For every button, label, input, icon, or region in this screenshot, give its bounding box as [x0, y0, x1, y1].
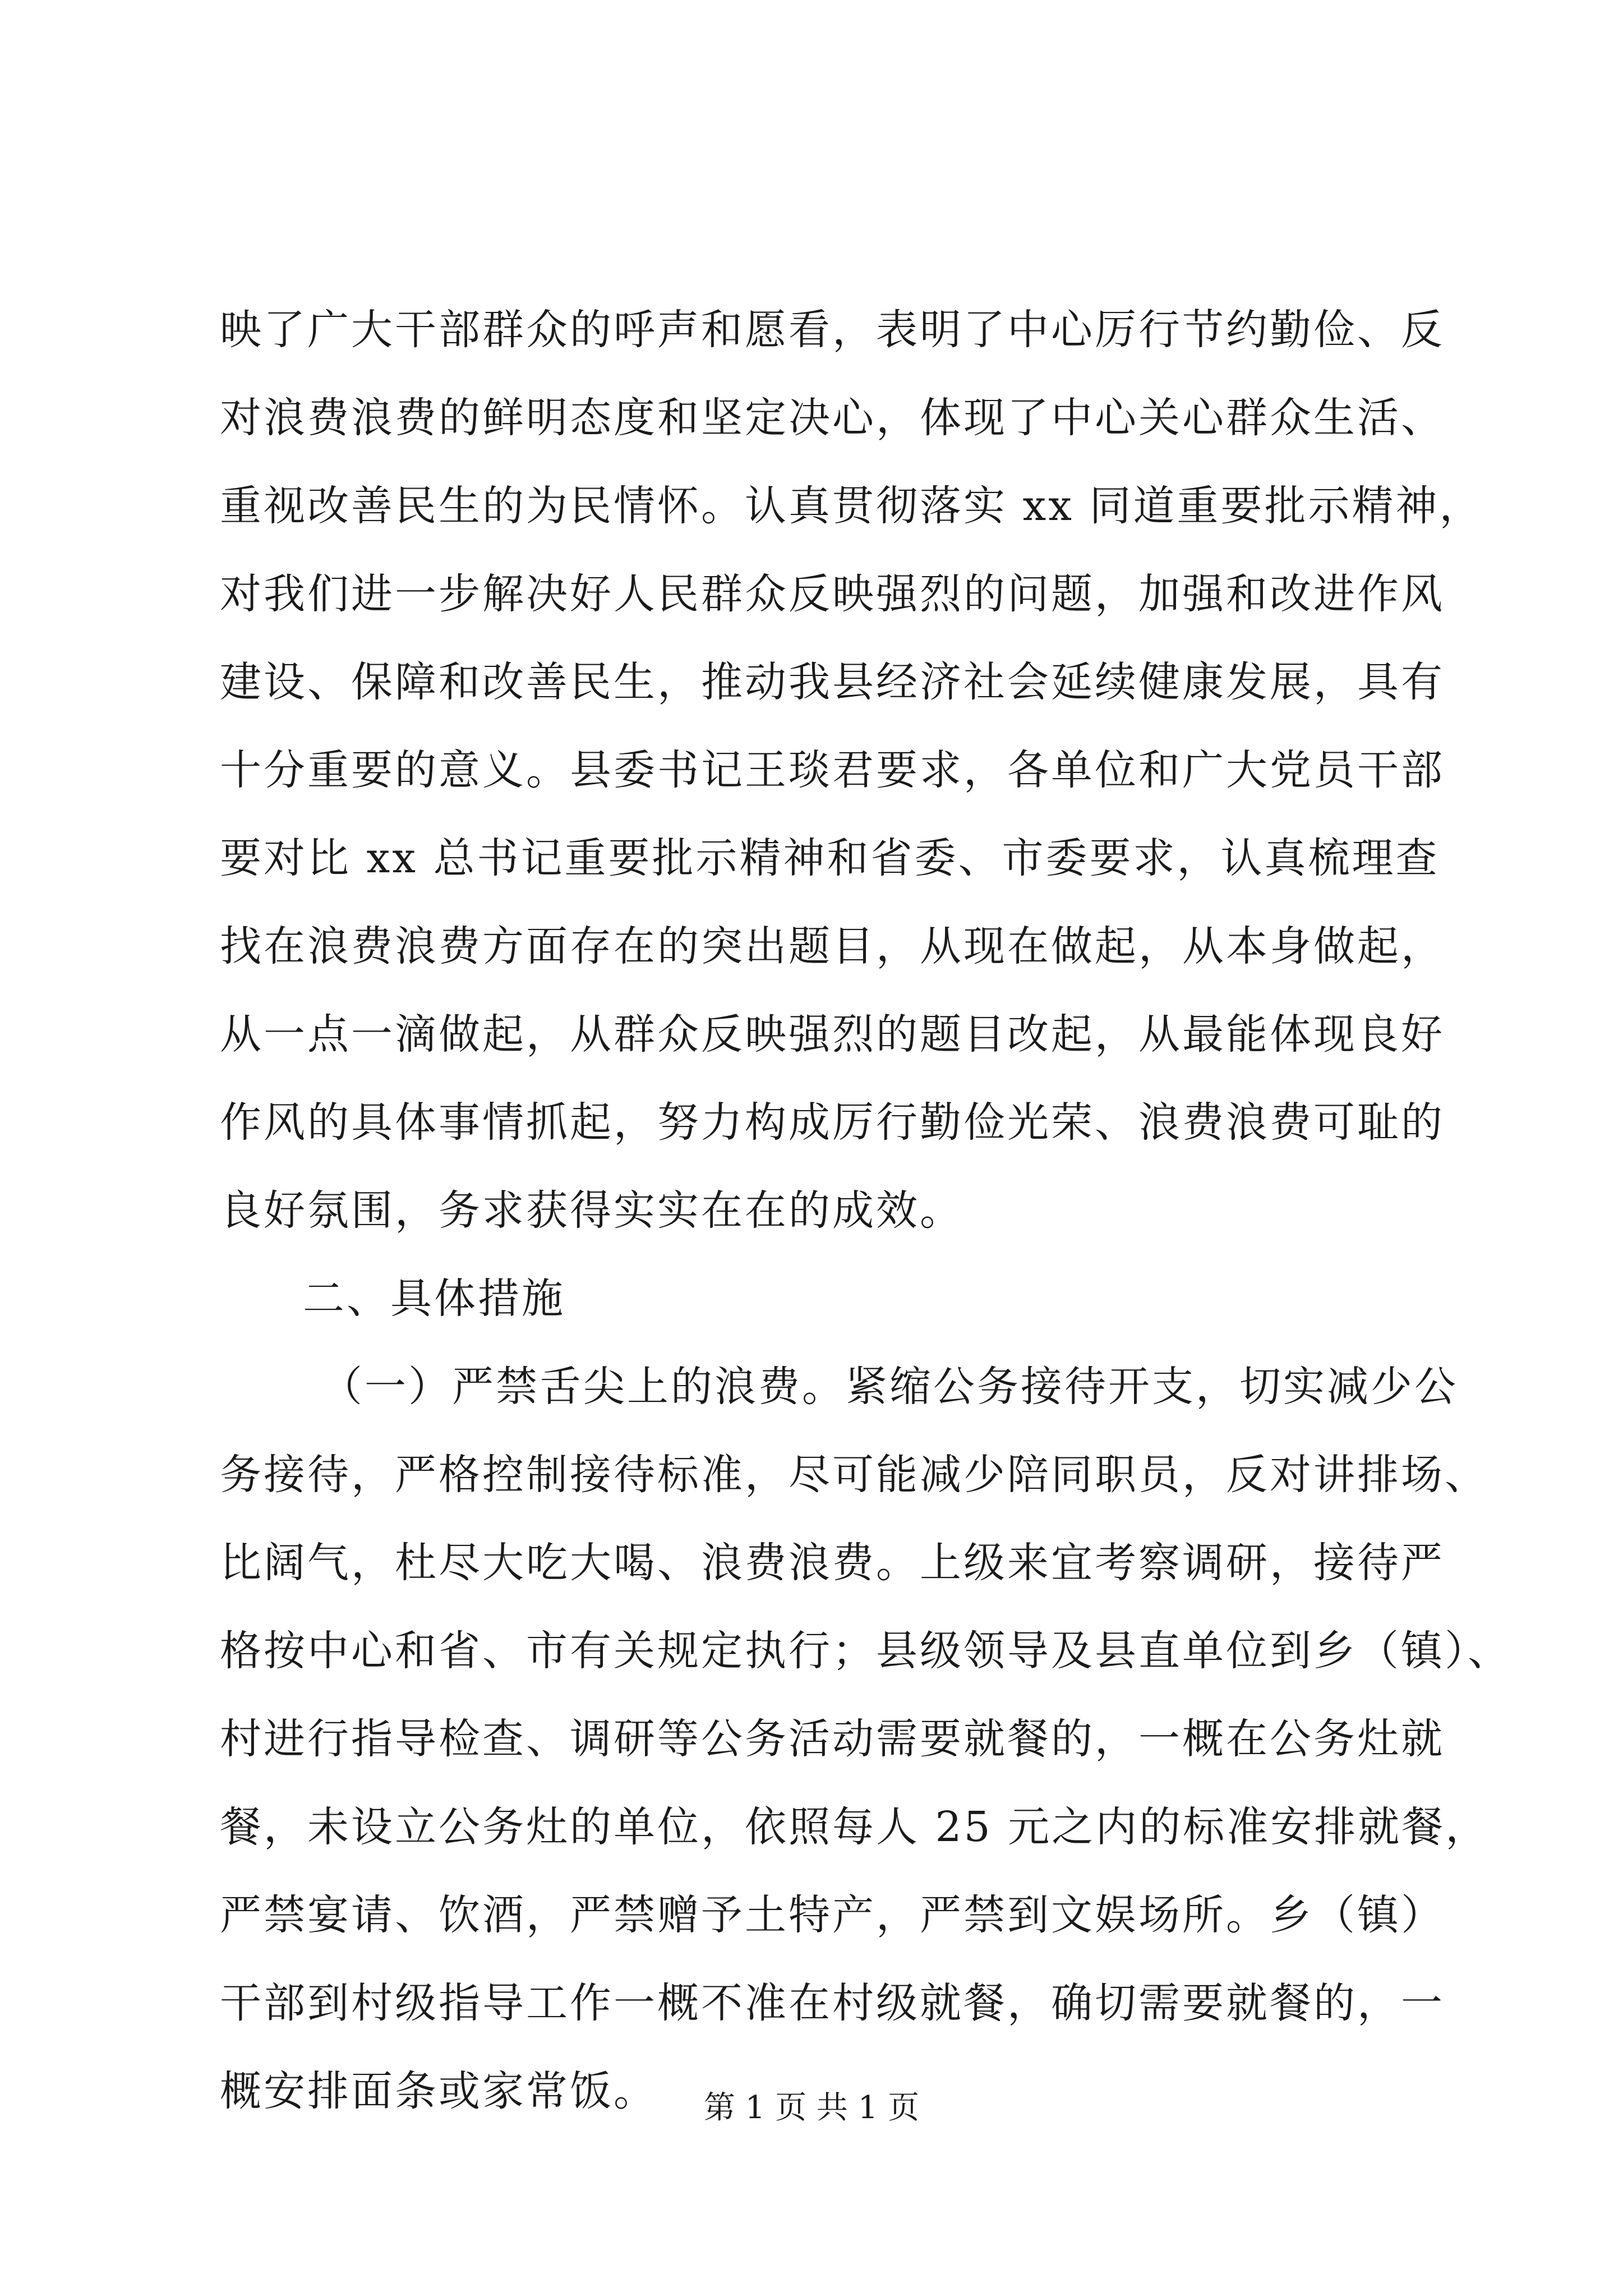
paragraph-line: 格按中心和省、市有关规定执行；县级领导及县直单位到乡（镇）、 — [220, 1627, 1511, 1675]
paragraph-line: 务接待，严格控制接待标准，尽可能减少陪同职员，反对讲排场、 — [220, 1451, 1488, 1499]
paragraph-line: 概安排面条或家常饭。 — [220, 2067, 657, 2115]
section-heading: 二、具体措施 — [303, 1274, 565, 1323]
paragraph-line: 比阔气，杜尽大吃大喝、浪费浪费。上级来宜考察调研，接待严 — [220, 1539, 1445, 1587]
paragraph-line: 找在浪费浪费方面存在的突出题目，从现在做起，从本身做起， — [220, 922, 1445, 970]
paragraph-line: 餐，未设立公务灶的单位，依照每人 25 元之内的标准安排就餐， — [220, 1803, 1490, 1851]
paragraph-line: 十分重要的意义。县委书记王琰君要求，各单位和广大党员干部 — [220, 746, 1445, 794]
paragraph-line: 对我们进一步解决好人民群众反映强烈的问题，加强和改进作风 — [220, 570, 1445, 618]
paragraph-line: 作风的具体事情抓起，努力构成厉行勤俭光荣、浪费浪费可耻的 — [220, 1098, 1445, 1147]
page-number-footer: 第 1 页 共 1 页 — [703, 2090, 920, 2126]
document-body — [220, 286, 1511, 2136]
paragraph-line: 映了广大干部群众的呼声和愿看，表明了中心厉行节约勤俭、反 — [220, 306, 1445, 354]
paragraph-line: 村进行指导检查、调研等公务活动需要就餐的，一概在公务灶就 — [220, 1715, 1445, 1763]
paragraph-line: 严禁宴请、饮酒，严禁赠予土特产，严禁到文娱场所。乡（镇） — [220, 1891, 1445, 1939]
paragraph-line: 良好氛围，务求获得实实在在的成效。 — [220, 1186, 963, 1235]
paragraph-line: 对浪费浪费的鲜明态度和坚定决心，体现了中心关心群众生活、 — [220, 394, 1445, 442]
paragraph-line: 干部到村级指导工作一概不准在村级就餐，确切需要就餐的，一 — [220, 1979, 1445, 2027]
paragraph-line: 从一点一滴做起，从群众反映强烈的题目改起，从最能体现良好 — [220, 1010, 1445, 1059]
paragraph-line: 重视改善民生的为民情怀。认真贯彻落实 xx 同道重要批示精神， — [220, 482, 1483, 530]
paragraph-line: 建设、保障和改善民生，推动我县经济社会延续健康发展，具有 — [220, 658, 1445, 706]
paragraph-line: （一）严禁舌尖上的浪费。紧缩公务接待开支，切实减少公 — [321, 1363, 1458, 1411]
paragraph-line: 要对比 xx 总书记重要批示精神和省委、市委要求，认真梳理查 — [220, 834, 1440, 882]
